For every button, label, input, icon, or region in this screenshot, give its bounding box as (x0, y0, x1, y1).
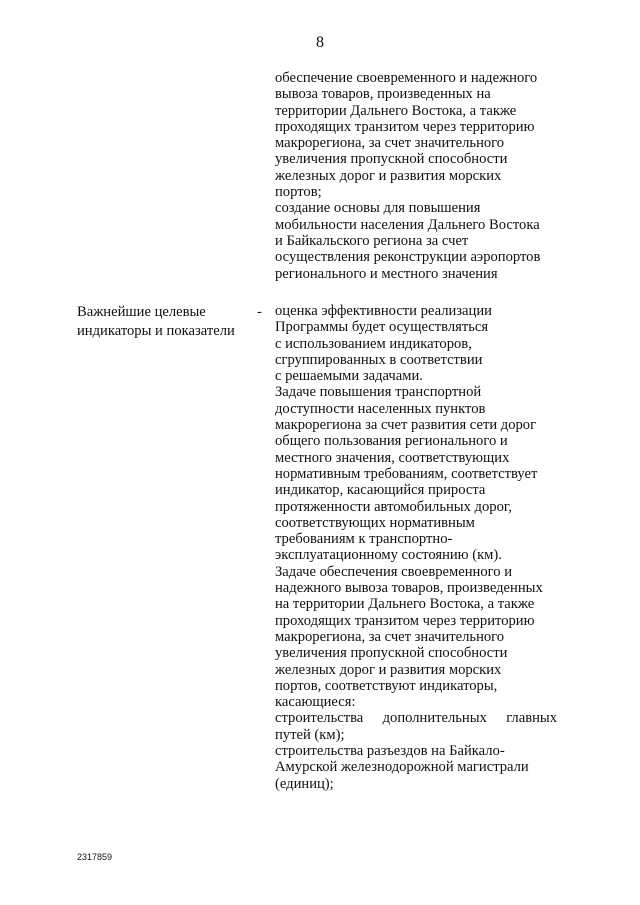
section-label (77, 303, 252, 341)
text-line: макрорегиона за счет развития сети дорог (275, 417, 537, 434)
top-text-block (275, 70, 557, 282)
text-line: регионального и местного значения (275, 265, 498, 282)
text-line: индикатор, касающийся прироста (275, 482, 486, 499)
text-line: сгруппированных в соответствии (275, 351, 483, 368)
text-line: и Байкальского региона за счет (275, 232, 469, 249)
text-line: увеличения пропускной способности (275, 645, 508, 662)
text-line: железных дорог и развития морских (275, 661, 502, 678)
text-line: с решаемыми задачами. (275, 368, 423, 385)
text-line: требованиям к транспортно- (275, 531, 453, 548)
paragraph (275, 710, 557, 726)
text-line: мобильности населения Дальнего Востока (275, 216, 540, 233)
text-line: местного значения, соответствующих (275, 449, 510, 466)
paragraph (275, 303, 557, 384)
text-line: с использованием индикаторов, (275, 335, 472, 352)
document-code: 2317859 (77, 852, 113, 862)
text-line: железных дорог и развития морских (275, 167, 502, 184)
text-line: вывоза товаров, произведенных на (275, 86, 491, 103)
paragraph (275, 727, 557, 743)
label-dash: - (257, 304, 262, 320)
text-line: макрорегиона, за счет значительного (275, 628, 505, 645)
text-line: Задаче обеспечения своевременного и (275, 563, 513, 580)
text-line: общего пользования регионального и (275, 433, 508, 450)
text-line: Задаче повышения транспортной (275, 384, 482, 401)
paragraph (275, 743, 557, 792)
text-line: строительства разъездов на Байкало- (275, 743, 505, 760)
text-line: проходящих транзитом через территорию (275, 612, 535, 629)
paragraph (275, 564, 557, 711)
text-line: протяженности автомобильных дорог, (275, 498, 512, 515)
text-line: Амурской железнодорожной магистрали (275, 759, 529, 776)
text-line: портов; (275, 184, 322, 201)
text-line: путей (км); (275, 726, 345, 743)
text-line: увеличения пропускной способности (275, 151, 508, 168)
text-line: нормативным требованиям, соответствует (275, 465, 538, 482)
paragraph (275, 200, 557, 281)
page-number: 8 (316, 34, 324, 51)
text-line: надежного вывоза товаров, произведенных (275, 580, 543, 597)
text-line: создание основы для повышения (275, 200, 481, 217)
text-line: на территории Дальнего Востока, а также (275, 596, 535, 613)
text-line: (единиц); (275, 775, 334, 792)
text-line: эксплуатационному состоянию (км). (275, 547, 502, 564)
text-line: соответствующих нормативным (275, 514, 475, 531)
label-line: индикаторы и показатели (77, 323, 235, 339)
text-line: доступности населенных пунктов (275, 400, 486, 417)
section-content (275, 303, 557, 792)
text-line: строительства дополнительных главных (275, 710, 557, 727)
label-line: Важнейшие целевые (77, 304, 206, 320)
text-line: территории Дальнего Востока, а также (275, 102, 517, 119)
text-line: проходящих транзитом через территорию (275, 118, 535, 135)
text-line: оценка эффективности реализации (275, 303, 492, 319)
paragraph (275, 384, 557, 563)
text-line: обеспечение своевременного и надежного (275, 70, 538, 86)
text-line: осуществления реконструкции аэропортов (275, 249, 541, 266)
text-line: портов, соответствуют индикаторы, (275, 677, 498, 694)
text-line: касающиеся: (275, 694, 356, 711)
paragraph (275, 70, 557, 200)
text-line: Программы будет осуществляться (275, 319, 489, 336)
text-line: макрорегиона, за счет значительного (275, 135, 505, 152)
